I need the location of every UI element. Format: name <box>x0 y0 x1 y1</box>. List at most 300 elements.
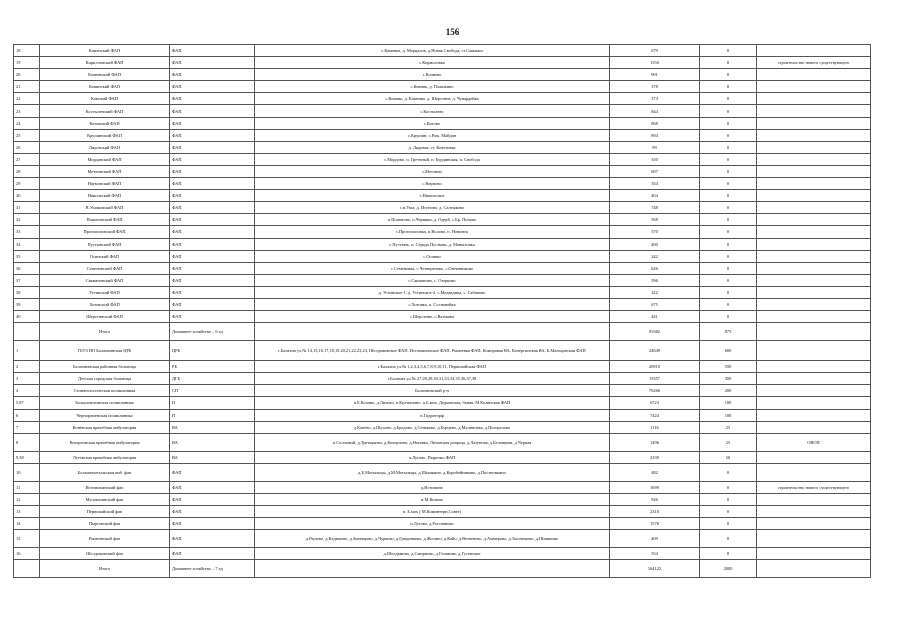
note-cell: строительство нового существующего <box>757 481 871 493</box>
row-number-cell: 28 <box>14 165 40 177</box>
row-number-cell: 16 <box>14 548 40 560</box>
facility-type-cell: Домашнее хозяйство – 7 ед <box>170 560 255 578</box>
service-area-cell: г.Балахна ул.№ 14,15,16,17,18,19,20,21,22,23,24, Шелдыковское ФАП, Истомихинское ФАП, Рымеевка ФАП, Коморовая ВА, Кочергинская ВА, Б.Мальцовская ФАП <box>255 341 610 361</box>
capacity-cell: 100 <box>700 397 757 409</box>
table-row <box>14 105 871 117</box>
service-area-cell: с.Никольское <box>255 190 610 202</box>
service-area-cell: д.Б.Мотыльцы, д.М.Мотыльцы, д.Шишкино, д.Коробейниково, д.Постновкино <box>255 463 610 481</box>
facility-name-cell: Кирилловский ФАП <box>40 57 170 69</box>
capacity-cell: 50 <box>700 451 757 463</box>
population-cell: 1699 <box>610 481 700 493</box>
facility-type-cell: ФАП <box>170 214 255 226</box>
population-cell: 554 <box>610 548 700 560</box>
table-row <box>14 323 871 341</box>
table-row <box>14 463 871 481</box>
facility-name-cell: Малоказинский фап <box>40 493 170 505</box>
note-cell <box>757 93 871 105</box>
population-cell: 901 <box>610 69 700 81</box>
facility-type-cell: ФАП <box>170 93 255 105</box>
facility-type-cell: ВА <box>170 421 255 433</box>
population-cell: 844 <box>610 105 700 117</box>
population-cell: 400 <box>610 238 700 250</box>
facility-type-cell: ФАП <box>170 518 255 530</box>
facility-type-cell: ВА <box>170 433 255 451</box>
table-row <box>14 117 871 129</box>
population-cell: 2310 <box>610 506 700 518</box>
facility-type-cell: П <box>170 397 255 409</box>
table-row <box>14 226 871 238</box>
note-cell <box>757 129 871 141</box>
facilities-table <box>13 44 871 578</box>
population-cell: 1496 <box>610 433 700 451</box>
row-number-cell: 19 <box>14 57 40 69</box>
row-number-cell: 3 <box>14 373 40 385</box>
table-row <box>14 274 871 286</box>
facility-name-cell: Лядовский ФАП <box>40 141 170 153</box>
note-cell <box>757 69 871 81</box>
capacity-cell: 0 <box>700 530 757 548</box>
service-area-cell: с.Кочнево <box>255 69 610 81</box>
table-row <box>14 153 871 165</box>
facility-name-cell: Стоматологическая поликлиника <box>40 385 170 397</box>
service-area-cell: с.Хотовка, п. Сосновейка <box>255 298 610 310</box>
note-cell <box>757 409 871 421</box>
capacity-cell: 0 <box>700 250 757 262</box>
capacity-cell: 0 <box>700 548 757 560</box>
service-area-cell: с.Шерстино, с.Ватманы <box>255 311 610 323</box>
population-cell: 374 <box>610 93 700 105</box>
capacity-cell: 2000 <box>700 560 757 578</box>
population-cell: 164122 <box>610 560 700 578</box>
facility-name-cell: Протопоповский ФАП <box>40 226 170 238</box>
service-area-cell: г.Балахна ул.№ 27,28,29,30,31,33,34,35,36,37,38 <box>255 373 610 385</box>
row-number-cell: 10 <box>14 463 40 481</box>
service-area-cell: п.Гидроторф <box>255 409 610 421</box>
service-area-cell: п.Лугово, д.Рогозиновo <box>255 518 610 530</box>
facility-type-cell: Домашнее хозяйство – 6 ед <box>170 323 255 341</box>
service-area-cell: п.Б.Козино, д.Лихово, п.Колтыпино, п.Б.мох, Дедковская, бывш. М.Козинская ФАП <box>255 397 610 409</box>
population-cell: 242 <box>610 250 700 262</box>
note-cell <box>757 165 871 177</box>
facility-type-cell: ФАП <box>170 250 255 262</box>
service-area-cell: п.Сосновый, д.Третьяковo, д.Кочергино, д.Нагавка, Литовская рощица, д.Лазунова, д.Беловцевa, д.Черная <box>255 433 610 451</box>
row-number-cell: 33 <box>14 226 40 238</box>
service-area-cell: с.Протопоповка, п.Волово, п. Новинск <box>255 226 610 238</box>
capacity-cell: 600 <box>700 341 757 361</box>
facility-type-cell: ФАП <box>170 129 255 141</box>
note-cell <box>757 506 871 518</box>
page-number: 156 <box>445 27 460 37</box>
facility-name-cell: Кочергинская врачебная амбулатория <box>40 433 170 451</box>
service-area-cell <box>255 323 610 341</box>
table-row <box>14 421 871 433</box>
population-cell: 24649 <box>610 341 700 361</box>
capacity-cell: 0 <box>700 274 757 286</box>
facility-type-cell: ФАП <box>170 274 255 286</box>
facility-name-cell: Каменский ФАП <box>40 45 170 57</box>
facility-type-cell: ФАП <box>170 481 255 493</box>
table-row <box>14 141 871 153</box>
row-number-cell: 2 <box>14 361 40 373</box>
note-cell: строительство нового существующего <box>757 57 871 69</box>
service-area-cell: п. Б.мох ( М.Коминтерн,Совет) <box>255 506 610 518</box>
row-number-cell: 39 <box>14 298 40 310</box>
row-number-cell: 29 <box>14 178 40 190</box>
table-row <box>14 298 871 310</box>
facility-name-cell: Ковинский ФАП <box>40 81 170 93</box>
note-cell <box>757 397 871 409</box>
capacity-cell: 0 <box>700 153 757 165</box>
service-area-cell: с.Котово <box>255 117 610 129</box>
service-area-cell: п.Лугово, Пыргомо ФАП <box>255 451 610 463</box>
table-row <box>14 530 871 548</box>
note-cell <box>757 311 871 323</box>
facility-type-cell: ФАП <box>170 506 255 518</box>
facility-type-cell: ФАП <box>170 190 255 202</box>
row-number-cell: 12 <box>14 493 40 505</box>
capacity-cell: 200 <box>700 385 757 397</box>
capacity-cell: 100 <box>700 409 757 421</box>
facility-type-cell: П <box>170 409 255 421</box>
table-row <box>14 238 871 250</box>
facility-name-cell: Котовский ФАП <box>40 117 170 129</box>
capacity-cell: 0 <box>700 226 757 238</box>
facility-name-cell: Сакмановский ФАП <box>40 274 170 286</box>
facility-name-cell: Костылевский ФАП <box>40 105 170 117</box>
facility-type-cell: СП <box>170 385 255 397</box>
row-number-cell: 38 <box>14 286 40 298</box>
facility-type-cell: ФАП <box>170 530 255 548</box>
capacity-cell: 0 <box>700 493 757 505</box>
population-cell: 404 <box>610 190 700 202</box>
service-area-cell: д.Шелдыково, д.Смирновo, д.Гелявово, д.Гусевские <box>255 548 610 560</box>
row-number-cell: 20 <box>14 69 40 81</box>
table-row <box>14 190 871 202</box>
population-cell: 85382 <box>610 323 700 341</box>
population-cell: 482 <box>610 463 700 481</box>
table-row <box>14 69 871 81</box>
note-cell <box>757 421 871 433</box>
facility-name-cell: Рымеевский фап <box>40 530 170 548</box>
table-row <box>14 481 871 493</box>
row-number-cell: 36 <box>14 262 40 274</box>
capacity-cell: 0 <box>700 298 757 310</box>
service-area-cell: п.М.Козино <box>255 493 610 505</box>
population-cell: 596 <box>610 274 700 286</box>
service-area-cell: с.Каменка, д. Мерцалов, д.Новая Свобода, ст.Сапьяжи <box>255 45 610 57</box>
capacity-cell: 0 <box>700 506 757 518</box>
table-row <box>14 45 871 57</box>
facility-type-cell: ЦРБ <box>170 341 255 361</box>
facility-name-cell: Чернораменская поликлиника <box>40 409 170 421</box>
facility-type-cell: ФАП <box>170 238 255 250</box>
note-cell <box>757 530 871 548</box>
population-cell: 1578 <box>610 518 700 530</box>
facility-type-cell: ФАП <box>170 493 255 505</box>
capacity-cell: 0 <box>700 93 757 105</box>
capacity-cell: 0 <box>700 178 757 190</box>
population-cell: 626 <box>610 262 700 274</box>
note-cell <box>757 323 871 341</box>
population-cell: 354 <box>610 178 700 190</box>
note-cell <box>757 385 871 397</box>
service-area-cell: с.Мордово, п. Гретчный, п. Бурдинская, п. Свобода <box>255 153 610 165</box>
note-cell <box>757 518 871 530</box>
facility-name-cell: Наумовский ФАП <box>40 178 170 190</box>
capacity-cell: 0 <box>700 69 757 81</box>
service-area-cell: с.Наумово <box>255 178 610 190</box>
row-number-cell: 9,38 <box>14 451 40 463</box>
service-area-cell <box>255 560 610 578</box>
facility-type-cell: ФАП <box>170 286 255 298</box>
note-cell <box>757 493 871 505</box>
facility-name-cell: Мордовский ФАП <box>40 153 170 165</box>
capacity-cell: 0 <box>700 165 757 177</box>
service-area-cell: с.Метлино <box>255 165 610 177</box>
table-body <box>14 45 871 578</box>
note-cell <box>757 560 871 578</box>
row-number-cell: 23 <box>14 105 40 117</box>
note-cell <box>757 298 871 310</box>
population-cell: 926 <box>610 493 700 505</box>
table-row <box>14 361 871 373</box>
facility-type-cell: ФАП <box>170 165 255 177</box>
service-area-cell: п.Пошатово, п.Черняки, д. Одерб, с.Бр. Попово <box>255 214 610 226</box>
note-cell <box>757 153 871 165</box>
facility-type-cell: ФАП <box>170 141 255 153</box>
table-row <box>14 451 871 463</box>
table-row <box>14 433 871 451</box>
table-row <box>14 286 871 298</box>
capacity-cell: 25 <box>700 421 757 433</box>
capacity-cell: 0 <box>700 57 757 69</box>
facility-name-cell: Пошатовский ФАП <box>40 214 170 226</box>
row-number-cell: 31 <box>14 202 40 214</box>
facility-name-cell: Шерстинский ФАП <box>40 311 170 323</box>
capacity-cell: 0 <box>700 238 757 250</box>
facility-name-cell: Пустынский ФАП <box>40 238 170 250</box>
table-row <box>14 373 871 385</box>
note-cell <box>757 463 871 481</box>
row-number-cell: 32 <box>14 214 40 226</box>
facility-type-cell: ФАП <box>170 463 255 481</box>
service-area-cell: д.Конёво, д.Шухово, д.Бредово, д.Сеньково, д.Бурцево, д.Малиновка, д.Погорелово <box>255 421 610 433</box>
capacity-cell: 0 <box>700 129 757 141</box>
table-row <box>14 311 871 323</box>
capacity-cell: 0 <box>700 518 757 530</box>
table-row <box>14 262 871 274</box>
note-cell <box>757 190 871 202</box>
row-number-cell: 25 <box>14 129 40 141</box>
row-number-cell: 1 <box>14 341 40 361</box>
table-row <box>14 93 871 105</box>
facility-name-cell: Луговская врачебная амбулатория <box>40 451 170 463</box>
row-number-cell: 34 <box>14 238 40 250</box>
facility-name-cell: Большемотыльская амб. фап <box>40 463 170 481</box>
service-area-cell: д. Лядовка, ст. Кочетовка <box>255 141 610 153</box>
service-area-cell: д.Рылово, д.Кадюково, д.Змеевцово, д.Чурково, д.Гридинково, д.Жосинo, д.Кайо, д.Ветвенево, д.Аммерово, д.Тысевеково, д.Шишкино <box>255 530 610 548</box>
table-row <box>14 202 871 214</box>
facility-name-cell: Устинский ФАП <box>40 286 170 298</box>
population-cell: 1116 <box>610 421 700 433</box>
capacity-cell: 0 <box>700 141 757 153</box>
row-number-cell: 13 <box>14 506 40 518</box>
population-cell: 15357 <box>610 373 700 385</box>
service-area-cell: с.Комань, д. Каменка, д. Шерстнев, д. Чувардейка <box>255 93 610 105</box>
capacity-cell: 875 <box>700 323 757 341</box>
population-cell: 894 <box>610 129 700 141</box>
service-area-cell: с.Кирилловка <box>255 57 610 69</box>
population-cell: 378 <box>610 81 700 93</box>
note-cell <box>757 451 871 463</box>
facility-type-cell: ФАП <box>170 81 255 93</box>
row-number-cell: 27 <box>14 153 40 165</box>
population-cell: 2339 <box>610 451 700 463</box>
capacity-cell: 0 <box>700 202 757 214</box>
table-row <box>14 250 871 262</box>
population-cell: 1350 <box>610 57 700 69</box>
note-cell: ОВОП <box>757 433 871 451</box>
row-number-cell: 22 <box>14 93 40 105</box>
table-row <box>14 81 871 93</box>
service-area-cell: с.Пустынь, п. Страда Пустынь, д. Маныловка <box>255 238 610 250</box>
row-number-cell: 5,87 <box>14 397 40 409</box>
facility-name-cell: Семеновский ФАП <box>40 262 170 274</box>
service-area-cell: с.в.Уша, д. Исуново, д. Салтыково <box>255 202 610 214</box>
service-area-cell: д. Устинскоe-1, д. Устинское-2, с.Медведица, с. Сабаново <box>255 286 610 298</box>
note-cell <box>757 373 871 385</box>
note-cell <box>757 45 871 57</box>
facility-name-cell: Осинский ФАП <box>40 250 170 262</box>
population-cell: 675 <box>610 298 700 310</box>
table-row <box>14 493 871 505</box>
capacity-cell: 0 <box>700 214 757 226</box>
note-cell <box>757 214 871 226</box>
facility-name-cell: Итого <box>40 323 170 341</box>
population-cell: 868 <box>610 117 700 129</box>
capacity-cell: 25 <box>700 433 757 451</box>
row-number-cell <box>14 323 40 341</box>
facility-name-cell: В.Ушаковский ФАП <box>40 202 170 214</box>
service-area-cell: с.Осинки <box>255 250 610 262</box>
row-number-cell: 21 <box>14 81 40 93</box>
table-row <box>14 397 871 409</box>
facility-type-cell: ФАП <box>170 262 255 274</box>
row-number-cell: 26 <box>14 141 40 153</box>
table-row <box>14 518 871 530</box>
facility-name-cell: Хотовский ФАП <box>40 298 170 310</box>
capacity-cell: 0 <box>700 190 757 202</box>
facility-name-cell: Балахнинская районная больница <box>40 361 170 373</box>
population-cell: 99 <box>610 141 700 153</box>
facility-type-cell: ФАП <box>170 178 255 190</box>
row-number-cell: 7 <box>14 421 40 433</box>
facility-type-cell: ФАП <box>170 105 255 117</box>
note-cell <box>757 202 871 214</box>
table-row <box>14 57 871 69</box>
facility-type-cell: ФАП <box>170 57 255 69</box>
facility-type-cell: ДГБ <box>170 373 255 385</box>
facility-type-cell: ФАП <box>170 153 255 165</box>
service-area-cell: с.Костылево <box>255 105 610 117</box>
facility-name-cell: Первомайский фап <box>40 506 170 518</box>
service-area-cell: Балахнинский р-н <box>255 385 610 397</box>
table-row <box>14 548 871 560</box>
facility-type-cell: ФАП <box>170 548 255 560</box>
table-row <box>14 560 871 578</box>
note-cell <box>757 361 871 373</box>
population-cell: 350 <box>610 153 700 165</box>
facility-type-cell: РБ <box>170 361 255 373</box>
capacity-cell: 0 <box>700 463 757 481</box>
capacity-cell: 0 <box>700 311 757 323</box>
capacity-cell: 350 <box>700 373 757 385</box>
note-cell <box>757 117 871 129</box>
capacity-cell: 0 <box>700 262 757 274</box>
population-cell: 748 <box>610 202 700 214</box>
row-number-cell: 40 <box>14 311 40 323</box>
row-number-cell: 8 <box>14 433 40 451</box>
facility-name-cell: Крушинский ФАП <box>40 129 170 141</box>
population-cell: 76266 <box>610 385 700 397</box>
row-number-cell <box>14 560 40 578</box>
note-cell <box>757 178 871 190</box>
service-area-cell: г.Балахна ул.№ 1,2,3,4,5,6,7,8,9,10,11, Первомайская ФАП <box>255 361 610 373</box>
note-cell <box>757 548 871 560</box>
population-cell: 20910 <box>610 361 700 373</box>
facility-type-cell: ФАП <box>170 298 255 310</box>
row-number-cell: 11 <box>14 481 40 493</box>
note-cell <box>757 226 871 238</box>
row-number-cell: 6 <box>14 409 40 421</box>
capacity-cell: 550 <box>700 361 757 373</box>
table-row <box>14 214 871 226</box>
population-cell: 7424 <box>610 409 700 421</box>
service-area-cell: д.Истомино <box>255 481 610 493</box>
capacity-cell: 0 <box>700 286 757 298</box>
note-cell <box>757 141 871 153</box>
facility-type-cell: ФАП <box>170 202 255 214</box>
table-row <box>14 385 871 397</box>
row-number-cell: 30 <box>14 190 40 202</box>
facility-type-cell: ФАП <box>170 45 255 57</box>
row-number-cell: 15 <box>14 530 40 548</box>
service-area-cell: с.Крушин, с.Рож. Майдан <box>255 129 610 141</box>
capacity-cell: 0 <box>700 45 757 57</box>
table-row <box>14 341 871 361</box>
service-area-cell: с.Сакманово, с. Озерково <box>255 274 610 286</box>
capacity-cell: 0 <box>700 81 757 93</box>
note-cell <box>757 250 871 262</box>
facility-name-cell: Пырговский фап <box>40 518 170 530</box>
population-cell: 568 <box>610 214 700 226</box>
row-number-cell: 37 <box>14 274 40 286</box>
table-row <box>14 165 871 177</box>
facility-name-cell: Итого <box>40 560 170 578</box>
note-cell <box>757 105 871 117</box>
row-number-cell: 35 <box>14 250 40 262</box>
population-cell: 409 <box>610 530 700 548</box>
table-row <box>14 178 871 190</box>
capacity-cell: 0 <box>700 481 757 493</box>
facility-name-cell: Никольский ФАП <box>40 190 170 202</box>
note-cell <box>757 238 871 250</box>
facility-type-cell: ФАП <box>170 226 255 238</box>
population-cell: 441 <box>610 311 700 323</box>
row-number-cell: 18 <box>14 45 40 57</box>
note-cell <box>757 341 871 361</box>
table-row <box>14 409 871 421</box>
